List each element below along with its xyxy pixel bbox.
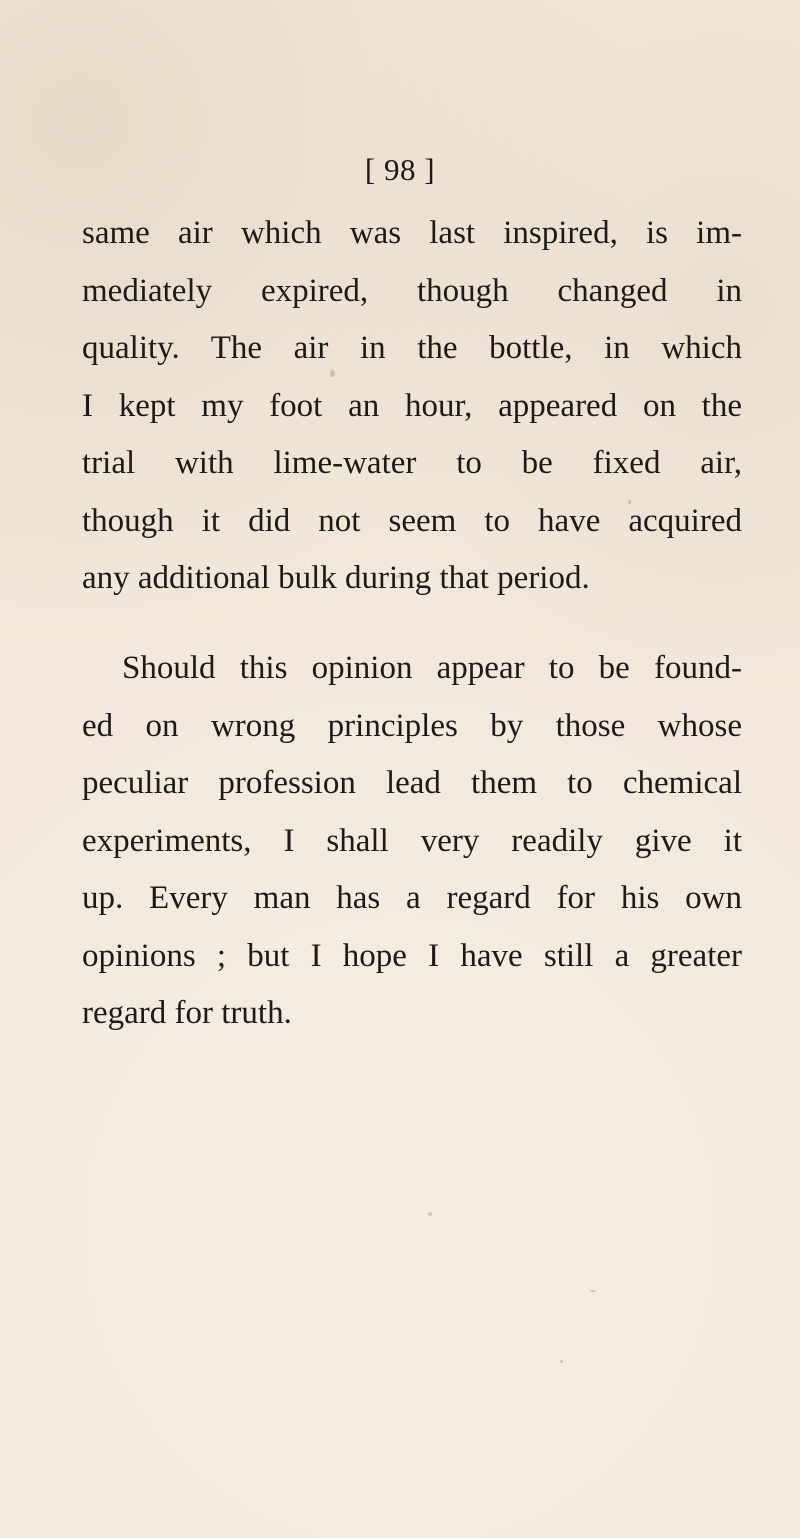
paper-speck xyxy=(330,370,335,377)
text-line: up. Every man has a regard for his own xyxy=(82,880,742,916)
paragraph-1 xyxy=(82,205,742,608)
text-line: same air which was last inspired, is im- xyxy=(82,215,742,251)
text-line: opinions ; but I hope I have still a greater xyxy=(82,937,742,974)
paper-speck xyxy=(590,1290,596,1292)
text-line: Should this opinion appear to be found- xyxy=(122,650,742,686)
paper-speck xyxy=(560,1360,563,1363)
page-number: [ 98 ] xyxy=(364,152,436,187)
text-line: though it did not seem to have acquired xyxy=(82,502,742,539)
text-line: I kept my foot an hour, appeared on the xyxy=(82,387,742,424)
text-line: any additional bulk during that period. xyxy=(82,560,590,596)
paper-speck xyxy=(428,1212,432,1216)
paper-speck xyxy=(395,575,403,578)
text-line: trial with lime-water to be fixed air, xyxy=(82,445,742,481)
text-line: peculiar profession lead them to chemical xyxy=(82,765,742,801)
text-line: ed on wrong principles by those whose xyxy=(82,707,742,744)
paragraph-2 xyxy=(82,640,742,1043)
text-line: experiments, I shall very readily give it xyxy=(82,822,742,859)
text-line: regard for truth. xyxy=(82,995,292,1031)
text-line: mediately expired, though changed in xyxy=(82,272,742,309)
text-line: quality. The air in the bottle, in which xyxy=(82,330,742,366)
paper-speck xyxy=(628,500,631,504)
